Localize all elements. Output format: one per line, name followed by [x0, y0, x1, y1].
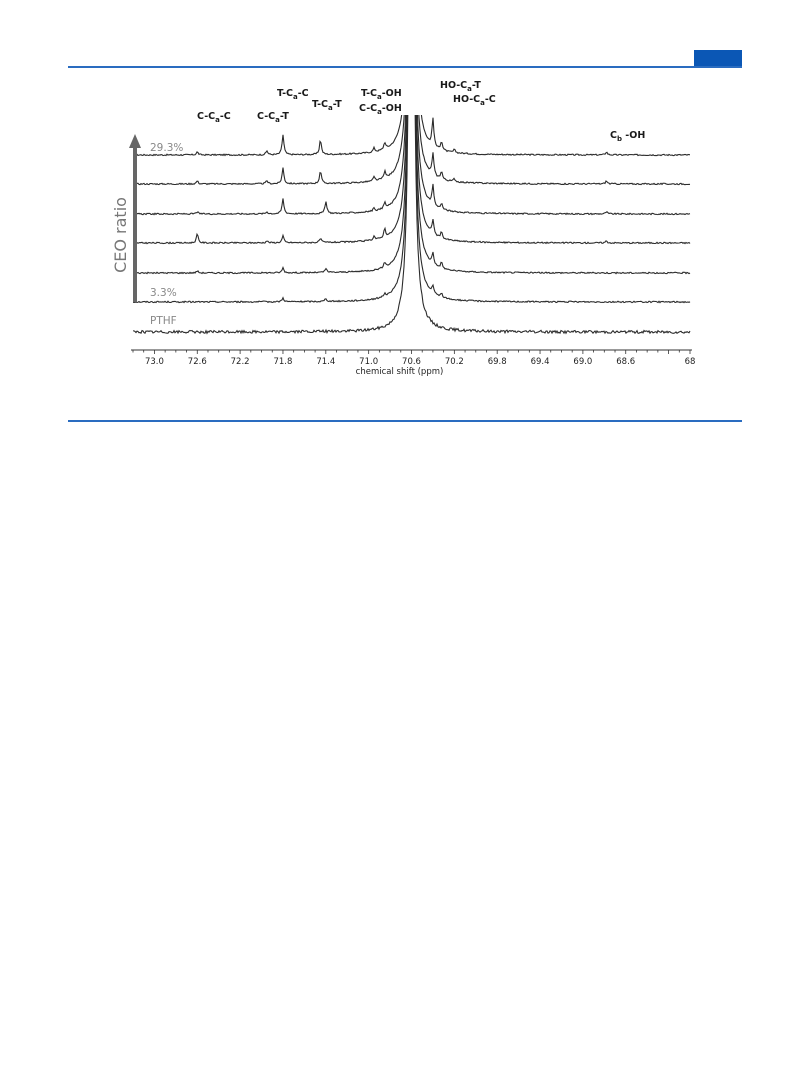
nmr-spectrum-chart [0, 0, 809, 420]
series-label-top: 29.3% [150, 142, 184, 154]
x-tick-label: 72.6 [187, 357, 207, 367]
peak-label: $C-C_a-T$ [257, 111, 289, 124]
x-tick-label: 68 [684, 357, 696, 367]
ceo-ratio-arrow-head [129, 134, 141, 148]
x-tick-label: 72.2 [230, 357, 250, 367]
x-tick-label: 69.0 [573, 357, 593, 367]
x-tick-label: 68.6 [616, 357, 636, 367]
spectrum-trace-3 [133, 0, 690, 215]
spectrum-trace-5 [133, 0, 690, 274]
peak-label: $C_b$ -OH [610, 130, 646, 143]
spectrum-trace-1 [133, 0, 690, 156]
peak-label: $C-C_a-OH$ [359, 103, 402, 116]
x-tick-label: 70.6 [402, 357, 421, 367]
y-axis-label: CEO ratio [111, 197, 130, 273]
peak-label: $T-C_a-OH$ [361, 88, 402, 101]
x-axis-label: chemical shift (ppm) [355, 367, 444, 377]
x-tick-label: 69.4 [530, 357, 550, 367]
peak-label: $HO-C_a-C$ [453, 94, 496, 107]
peak-label: $HO-C_a-T$ [440, 80, 481, 93]
spectrum-trace-6 [133, 0, 690, 303]
peak-label: $T-C_a-C$ [277, 88, 309, 101]
x-tick-label: 71.8 [273, 357, 293, 367]
spectrum-trace-7 [133, 0, 690, 333]
x-tick-label: 71.4 [316, 357, 336, 367]
peak-label: $T-C_a-T$ [312, 99, 342, 112]
x-tick-label: 69.8 [487, 357, 507, 367]
x-tick-label: 71.0 [359, 357, 379, 367]
spectrum-trace-2 [133, 0, 690, 185]
footer-rule [68, 420, 742, 422]
series-label-pthf: PTHF [150, 315, 177, 327]
peak-label: $C-C_a-C$ [197, 111, 231, 124]
x-tick-label: 73.0 [144, 357, 164, 367]
series-label-bottom: 3.3% [150, 287, 177, 299]
x-tick-label: 70.2 [444, 357, 464, 367]
